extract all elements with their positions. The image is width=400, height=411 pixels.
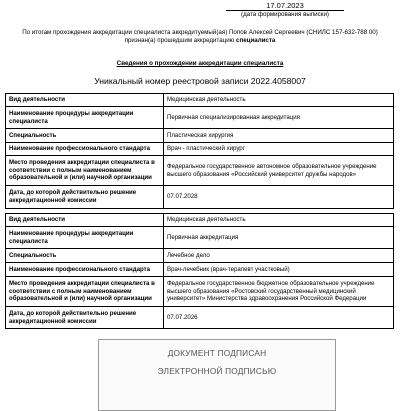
formation-date: 17.07.2023	[226, 1, 344, 11]
table-row	[6, 214, 394, 227]
table-row	[6, 263, 394, 277]
row-label: Место проведения аккредитации специалиста в соответствии с полным наименованием образовательной и (или) научной организации	[6, 156, 164, 186]
row-value: Федеральное государственное бюджетное образовательное учреждение высшего образования «Ростовский государственный медицинский университет» Министерства здравоохранения Российской Федерации	[164, 277, 394, 307]
row-label: Наименование процедуры аккредитации специалиста	[6, 227, 164, 249]
row-label: Место проведения аккредитации специалиста в соответствии с полным наименованием образовательной и (или) научной организации	[6, 277, 164, 307]
row-value: Медицинская деятельность	[164, 214, 394, 227]
row-value: 07.07.2026	[164, 307, 394, 329]
intro-line-2-prefix: признан(а) прошедшим аккредитацию	[124, 37, 237, 44]
registry-number: Уникальный номер реестровой записи 2022.4058007	[94, 76, 306, 86]
accreditation-record-1	[5, 93, 394, 209]
row-label: Вид деятельности	[6, 94, 164, 107]
electronic-signature-stamp	[98, 339, 336, 411]
row-value: Пластическая хирургия	[164, 129, 394, 143]
table-row	[6, 186, 394, 209]
row-value: Первичная специализированная аккредитация	[164, 107, 394, 129]
row-value: Первичная аккредитация	[164, 227, 394, 249]
table-row	[6, 307, 394, 329]
table-row	[6, 129, 394, 143]
row-value: 07.07.2028	[164, 186, 394, 209]
table-row	[6, 143, 394, 156]
row-value: Лечебное дело	[164, 249, 394, 263]
table-row	[6, 277, 394, 307]
intro-line-1: По итогам прохождения аккредитации специалиста аккредитуемый(ая) Попов Алексей Сергеевич (СНИЛС 157-632-788 00)	[22, 29, 378, 36]
row-label: Наименование профессионального стандарта	[6, 263, 164, 277]
accreditation-record-2	[5, 213, 394, 329]
row-value: Врач - пластический хирург	[164, 143, 394, 156]
row-label: Дата, до которой действительно решение аккредитационной комиссии	[6, 307, 164, 329]
table-row	[6, 249, 394, 263]
row-label: Специальность	[6, 129, 164, 143]
row-label: Наименование процедуры аккредитации специалиста	[6, 107, 164, 129]
stamp-line-1: ДОКУМЕНТ ПОДПИСАН	[167, 348, 267, 358]
table-row	[6, 156, 394, 186]
intro-line-2-bold: специалиста	[236, 37, 276, 44]
table-row	[6, 227, 394, 249]
stamp-line-2: ЭЛЕКТРОННОЙ ПОДПИСЬЮ	[157, 366, 277, 376]
row-value: Федеральное государственное автономное образовательное учреждение высшего образования «Российский университет дружбы народов»	[164, 156, 394, 186]
row-label: Наименование профессионального стандарта	[6, 143, 164, 156]
section-title: Сведения о прохождении аккредитации специалиста	[116, 60, 284, 67]
table-row	[6, 107, 394, 129]
intro-line-2	[6, 37, 394, 45]
table-row	[6, 94, 394, 107]
row-label: Специальность	[6, 249, 164, 263]
row-value: Врач-лечебник (врач-терапевт участковый)	[164, 263, 394, 277]
row-value: Медицинская деятельность	[164, 94, 394, 107]
row-label: Дата, до которой действительно решение аккредитационной комиссии	[6, 186, 164, 209]
row-label: Вид деятельности	[6, 214, 164, 227]
formation-date-caption: (дата формирования выписки)	[241, 11, 329, 18]
